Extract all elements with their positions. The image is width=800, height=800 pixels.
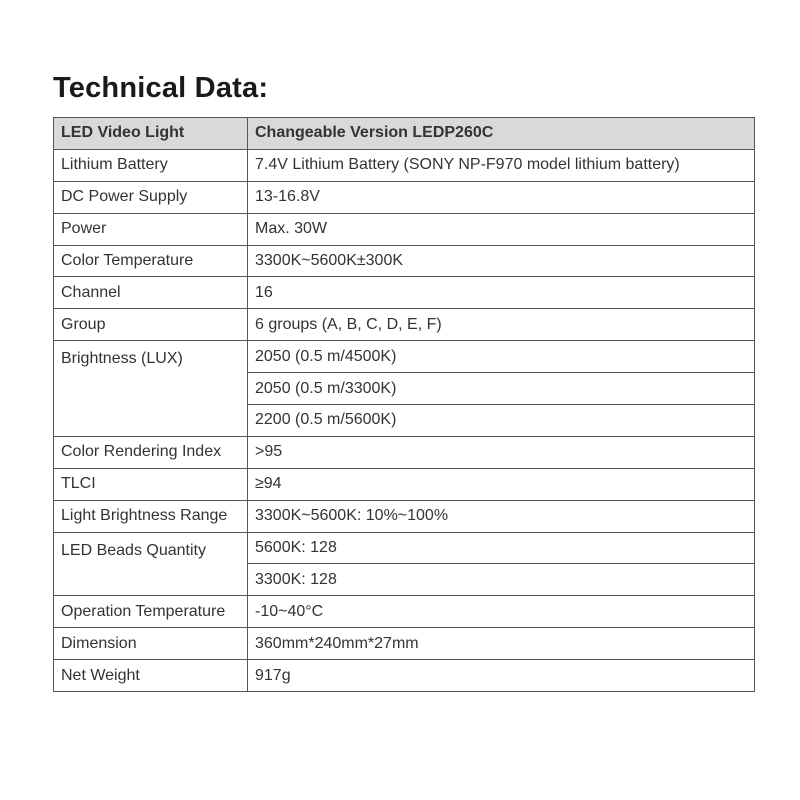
table-row xyxy=(54,213,755,245)
spec-value: 2050 (0.5 m/4500K) xyxy=(248,341,755,373)
table-row xyxy=(54,532,755,564)
spec-label: Color Rendering Index xyxy=(54,436,248,468)
spec-value: 360mm*240mm*27mm xyxy=(248,628,755,660)
spec-value: 917g xyxy=(248,660,755,692)
spec-value: 6 groups (A, B, C, D, E, F) xyxy=(248,309,755,341)
spec-value: 3300K: 128 xyxy=(248,564,755,596)
spec-value: ≥94 xyxy=(248,468,755,500)
spec-value: 5600K: 128 xyxy=(248,532,755,564)
table-row xyxy=(54,149,755,181)
spec-label: Brightness (LUX) xyxy=(54,341,248,437)
spec-value: 3300K~5600K±300K xyxy=(248,245,755,277)
spec-label: Light Brightness Range xyxy=(54,500,248,532)
spec-label: Color Temperature xyxy=(54,245,248,277)
spec-value: 16 xyxy=(248,277,755,309)
spec-label: Operation Temperature xyxy=(54,596,248,628)
table-row xyxy=(54,341,755,373)
table-row xyxy=(54,596,755,628)
spec-value: >95 xyxy=(248,436,755,468)
spec-value: 3300K~5600K: 10%~100% xyxy=(248,500,755,532)
spec-label: Group xyxy=(54,309,248,341)
header-product-model: Changeable Version LEDP260C xyxy=(248,118,755,150)
spec-label: LED Beads Quantity xyxy=(54,532,248,596)
spec-value: 13-16.8V xyxy=(248,181,755,213)
table-row xyxy=(54,500,755,532)
header-product-type: LED Video Light xyxy=(54,118,248,150)
table-row xyxy=(54,660,755,692)
table-header-row xyxy=(54,118,755,150)
table-row xyxy=(54,245,755,277)
table-row xyxy=(54,277,755,309)
spec-label: Channel xyxy=(54,277,248,309)
spec-label: Dimension xyxy=(54,628,248,660)
spec-value: 7.4V Lithium Battery (SONY NP-F970 model lithium battery) xyxy=(248,149,755,181)
technical-data-table xyxy=(53,117,755,692)
spec-label: Power xyxy=(54,213,248,245)
spec-label: DC Power Supply xyxy=(54,181,248,213)
spec-label: Lithium Battery xyxy=(54,149,248,181)
spec-label: Net Weight xyxy=(54,660,248,692)
spec-value: -10~40°C xyxy=(248,596,755,628)
table-row xyxy=(54,309,755,341)
spec-label: TLCI xyxy=(54,468,248,500)
table-row xyxy=(54,628,755,660)
table-row xyxy=(54,436,755,468)
table-row xyxy=(54,468,755,500)
table-row xyxy=(54,181,755,213)
spec-value: Max. 30W xyxy=(248,213,755,245)
spec-value: 2050 (0.5 m/3300K) xyxy=(248,373,755,405)
page-title: Technical Data: xyxy=(53,72,269,104)
spec-value: 2200 (0.5 m/5600K) xyxy=(248,405,755,437)
